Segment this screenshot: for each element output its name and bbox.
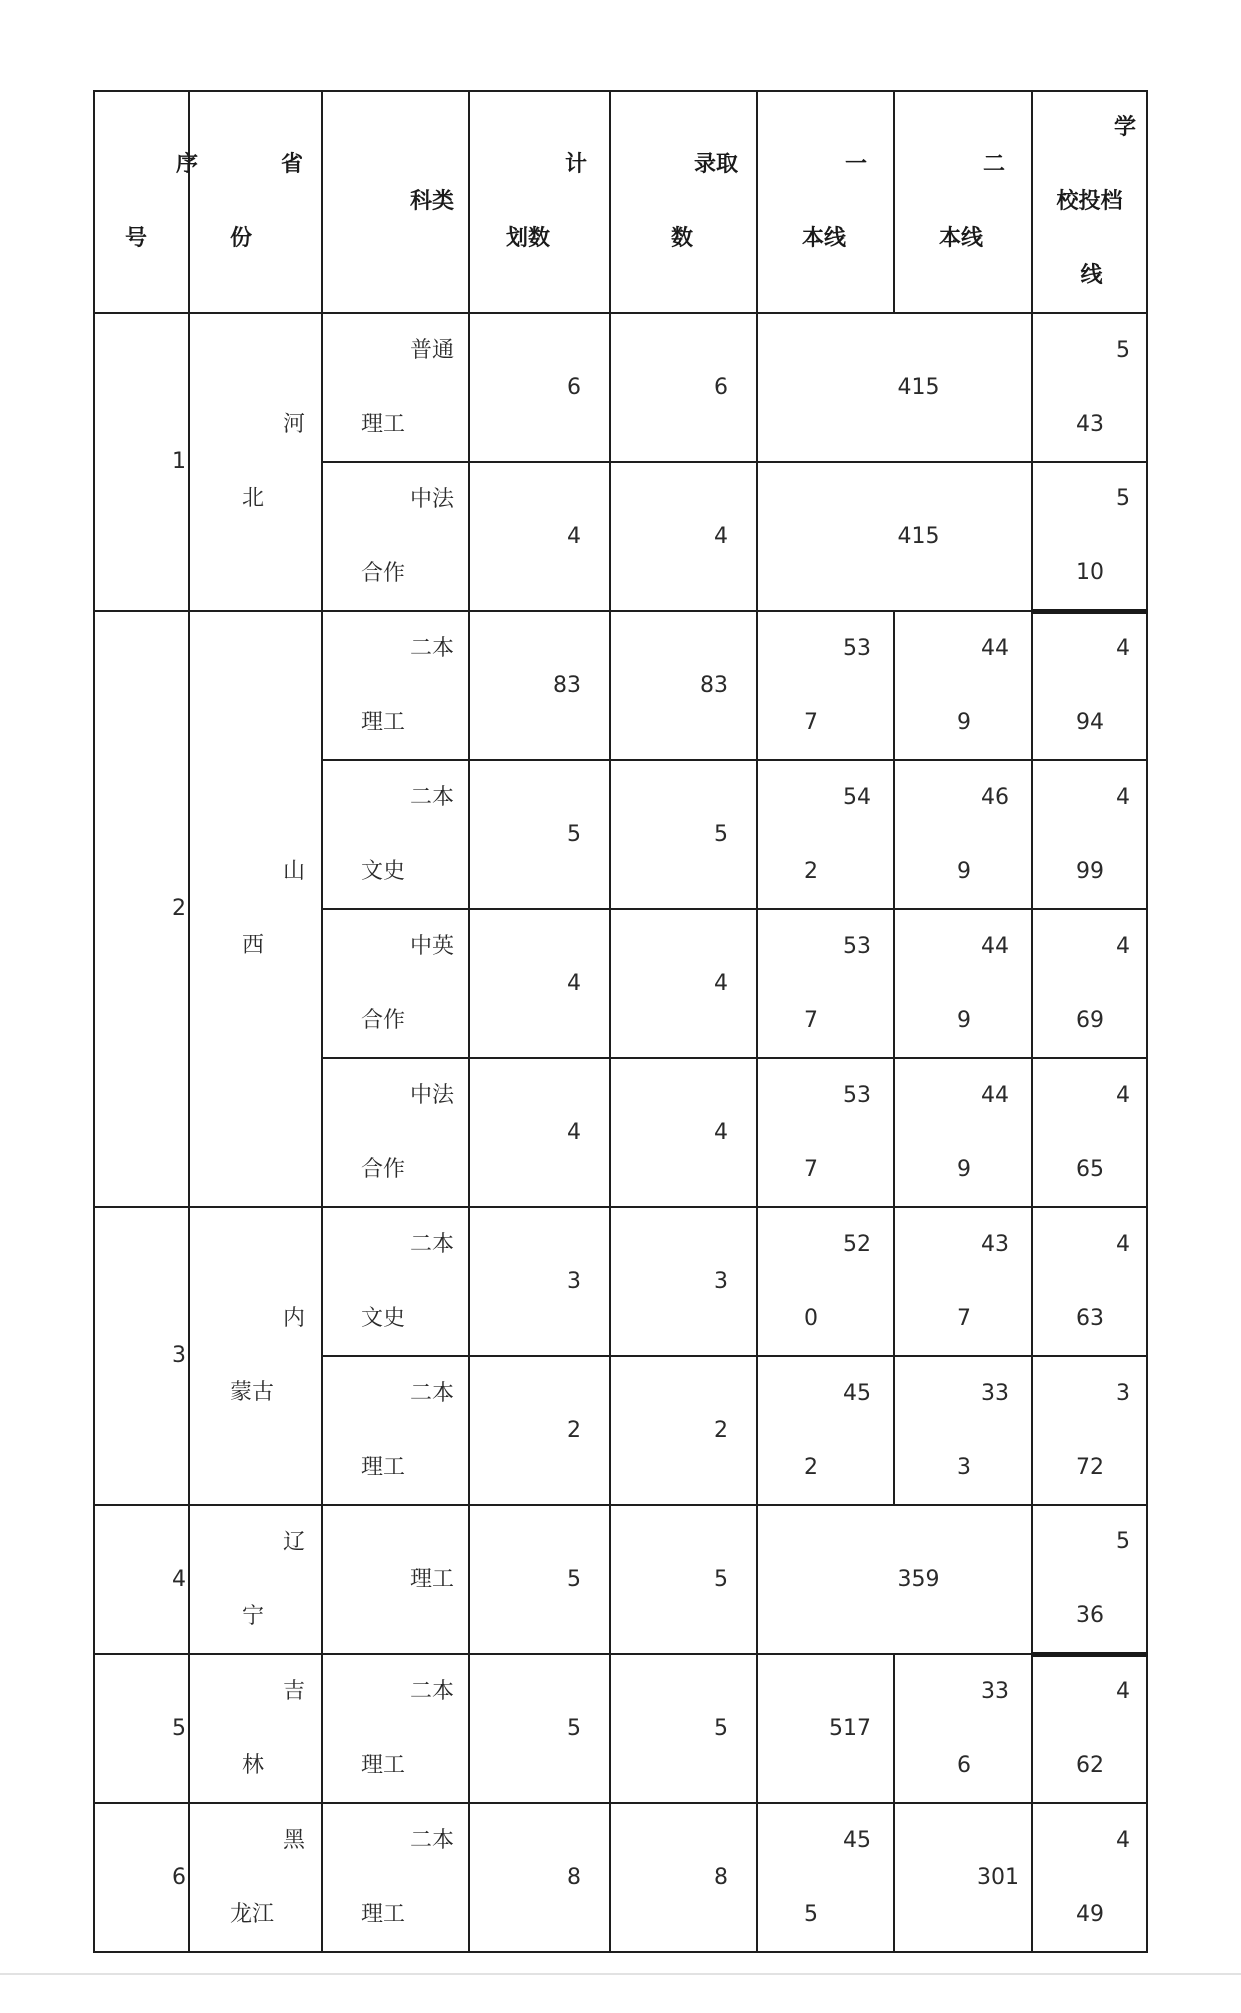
admitted-count-cell: 5 <box>610 1654 757 1803</box>
admitted-count-cell: 5 <box>610 760 757 909</box>
admitted-count-cell: 83 <box>610 611 757 760</box>
province-cell: 山 西 <box>189 611 322 1207</box>
merged-tier-line-cell: 415 <box>757 313 1032 462</box>
table-row <box>94 1803 1147 1952</box>
seq-cell: 2 <box>94 611 189 1207</box>
header-row <box>94 91 1147 313</box>
province-cell: 辽 宁 <box>189 1505 322 1654</box>
plan-count-cell: 3 <box>469 1207 610 1356</box>
admitted-count-cell: 6 <box>610 313 757 462</box>
school-line-cell: 5 36 <box>1032 1505 1147 1654</box>
table-row <box>94 1654 1147 1803</box>
plan-count-cell: 83 <box>469 611 610 760</box>
header-first-tier-line: 一 本线 <box>757 91 894 313</box>
seq-cell: 1 <box>94 313 189 611</box>
admitted-count-cell: 2 <box>610 1356 757 1505</box>
second-tier-line-cell: 33 6 <box>894 1654 1032 1803</box>
school-line-cell: 5 43 <box>1032 313 1147 462</box>
plan-count-cell: 4 <box>469 1058 610 1207</box>
header-category: 科类 <box>322 91 469 313</box>
header-seq: 序 号 <box>94 91 189 313</box>
header-school-admission-line: 学 校投档 线 <box>1032 91 1147 313</box>
category-cell: 中法 合作 <box>322 1058 469 1207</box>
first-tier-line-cell: 517 <box>757 1654 894 1803</box>
plan-count-cell: 6 <box>469 313 610 462</box>
category-cell: 中英 合作 <box>322 909 469 1058</box>
school-line-cell: 3 72 <box>1032 1356 1147 1505</box>
first-tier-line-cell: 52 0 <box>757 1207 894 1356</box>
school-line-cell: 4 94 <box>1032 611 1147 760</box>
school-line-cell: 5 10 <box>1032 462 1147 611</box>
plan-count-cell: 5 <box>469 1654 610 1803</box>
province-cell: 河 北 <box>189 313 322 611</box>
plan-count-cell: 8 <box>469 1803 610 1952</box>
seq-cell: 6 <box>94 1803 189 1952</box>
first-tier-line-cell: 45 5 <box>757 1803 894 1952</box>
admitted-count-cell: 8 <box>610 1803 757 1952</box>
category-cell: 二本 理工 <box>322 611 469 760</box>
merged-tier-line-cell: 415 <box>757 462 1032 611</box>
province-cell: 吉 林 <box>189 1654 322 1803</box>
header-province: 省 份 <box>189 91 322 313</box>
header-admitted-count: 录取 数 <box>610 91 757 313</box>
first-tier-line-cell: 54 2 <box>757 760 894 909</box>
admitted-count-cell: 5 <box>610 1505 757 1654</box>
school-line-cell: 4 65 <box>1032 1058 1147 1207</box>
plan-count-cell: 5 <box>469 1505 610 1654</box>
category-cell: 二本 理工 <box>322 1654 469 1803</box>
admitted-count-cell: 4 <box>610 1058 757 1207</box>
second-tier-line-cell: 46 9 <box>894 760 1032 909</box>
table-row <box>94 611 1147 760</box>
category-cell: 二本 文史 <box>322 760 469 909</box>
table-row <box>94 1505 1147 1654</box>
school-line-cell: 4 62 <box>1032 1654 1147 1803</box>
first-tier-line-cell: 53 7 <box>757 909 894 1058</box>
first-tier-line-cell: 53 7 <box>757 611 894 760</box>
seq-cell: 3 <box>94 1207 189 1505</box>
second-tier-line-cell: 33 3 <box>894 1356 1032 1505</box>
table-row <box>94 313 1147 462</box>
school-line-cell: 4 69 <box>1032 909 1147 1058</box>
category-cell: 二本 理工 <box>322 1356 469 1505</box>
admitted-count-cell: 4 <box>610 462 757 611</box>
second-tier-line-cell: 44 9 <box>894 1058 1032 1207</box>
plan-count-cell: 4 <box>469 462 610 611</box>
merged-tier-line-cell: 359 <box>757 1505 1032 1654</box>
seq-cell: 5 <box>94 1654 189 1803</box>
header-plan-count: 计 划数 <box>469 91 610 313</box>
header-second-tier-line: 二 本线 <box>894 91 1032 313</box>
plan-count-cell: 5 <box>469 760 610 909</box>
school-line-cell: 4 63 <box>1032 1207 1147 1356</box>
first-tier-line-cell: 45 2 <box>757 1356 894 1505</box>
plan-count-cell: 2 <box>469 1356 610 1505</box>
admissions-score-table <box>93 90 1148 1953</box>
first-tier-line-cell: 53 7 <box>757 1058 894 1207</box>
school-line-cell: 4 49 <box>1032 1803 1147 1952</box>
school-line-cell: 4 99 <box>1032 760 1147 909</box>
second-tier-line-cell: 43 7 <box>894 1207 1032 1356</box>
category-cell: 二本 理工 <box>322 1803 469 1952</box>
plan-count-cell: 4 <box>469 909 610 1058</box>
page-bottom-divider <box>0 1973 1241 1975</box>
province-cell: 内 蒙古 <box>189 1207 322 1505</box>
second-tier-line-cell: 301 <box>894 1803 1032 1952</box>
category-cell: 中法 合作 <box>322 462 469 611</box>
category-cell: 理工 <box>322 1505 469 1654</box>
category-cell: 普通 理工 <box>322 313 469 462</box>
second-tier-line-cell: 44 9 <box>894 909 1032 1058</box>
seq-cell: 4 <box>94 1505 189 1654</box>
admitted-count-cell: 4 <box>610 909 757 1058</box>
category-cell: 二本 文史 <box>322 1207 469 1356</box>
admitted-count-cell: 3 <box>610 1207 757 1356</box>
province-cell: 黑 龙江 <box>189 1803 322 1952</box>
second-tier-line-cell: 44 9 <box>894 611 1032 760</box>
table-row <box>94 1207 1147 1356</box>
